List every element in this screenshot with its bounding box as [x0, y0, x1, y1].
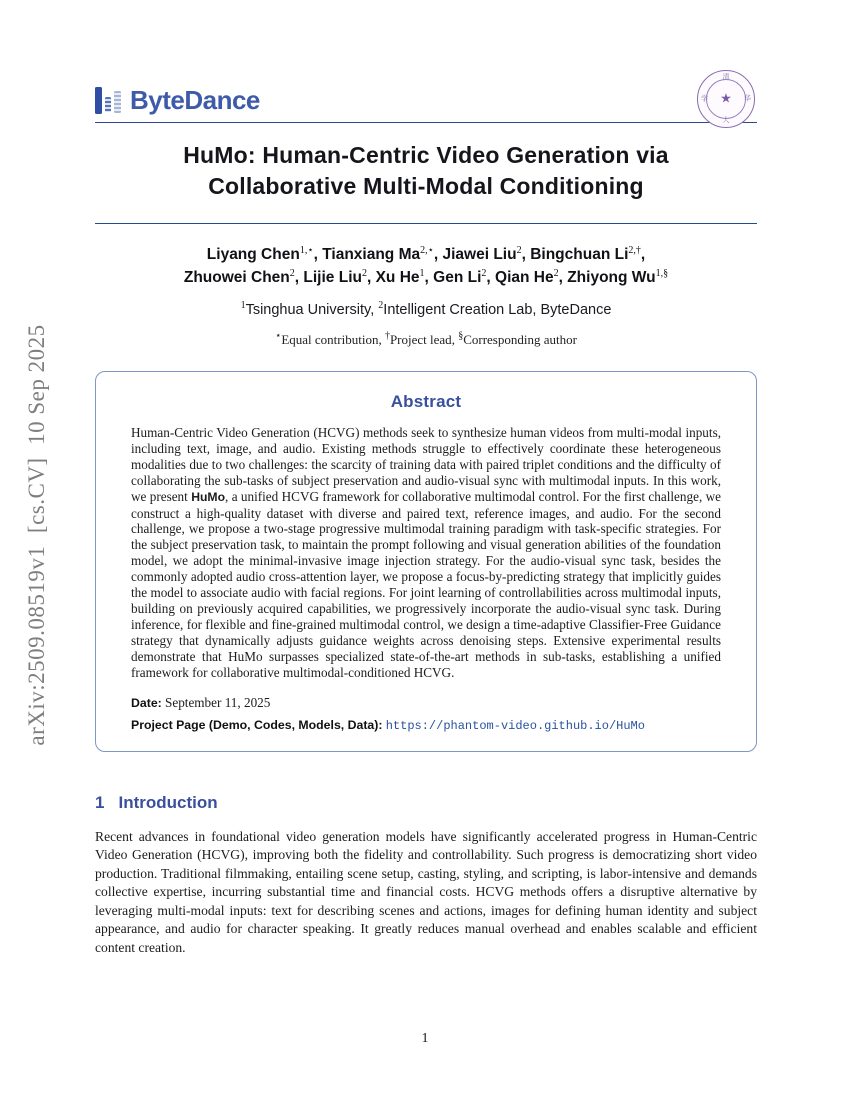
section-title: Introduction [118, 792, 218, 812]
bytedance-logo [95, 82, 260, 114]
paper-page [95, 73, 757, 958]
paper-title [95, 140, 757, 202]
date-line [131, 694, 721, 712]
seal-char-west: 学 [701, 94, 708, 103]
section-heading-introduction [95, 793, 757, 813]
contribution-notes: ⋆Equal contribution, †Project lead, §Corresponding author [275, 330, 577, 347]
abstract-box [95, 371, 757, 752]
seal-char-north: 清 [722, 73, 730, 81]
abstract-heading: Abstract [390, 392, 462, 411]
section-number: 1 [95, 792, 105, 812]
authors-line-2: Zhuowei Chen$^2$, Lijie Liu$^2$, Xu He$^1$, Gen Li$^2$, Qian He$^2$, Zhiyong $Wu^{1,\S}$ [183, 267, 669, 286]
page-number: 1 [421, 1030, 429, 1045]
tsinghua-seal-icon [697, 70, 755, 128]
date-value: September 11, 2025 [165, 694, 271, 710]
project-page-label: Project Page (Demo, Codes, Models, Data): [131, 717, 383, 732]
project-page-link[interactable]: https://phantom-video.github.io/HuMo [385, 718, 645, 733]
paper-title-line2: Collaborative Multi-Modal Conditioning [208, 173, 644, 199]
abstract-text: Human-Centric Video Generation (HCVG) methods seek to synthesize human videos from multi-modal inputs, including text, image, and audio. Existing methods struggle to effectively coordinate these heterogeneous modalities due to two challenges: the scarcity of training data with paired triplet conditions and the difficulty of collaborating the sub-tasks of subject preservation and audio-visual sync with multimodal inputs. In this work, we present HuMo, a unified HCVG framework for collaborative multimodal control. For the first challenge, we construct a high-quality dataset with diverse and paired text, reference images, and audio. For the second challenge, we propose a two-stage progressive multimodal training paradigm with task-specific strategies. For the subject preservation task, to maintain the prompt following and visual generation abilities of the foundation model, we adopt the minimal-invasive image injection strategy. For the audio-visual sync task, besides the commonly adopted audio cross-attention layer, we propose a focus-by-predicting strategy that implicitly guides the model to associate audio with facial regions. For joint learning of controllabilities across multimodal inputs, building on previously acquired capabilities, we progressively incorporate the audio-visual sync task. During inference, for flexible and fine-grained multimodal control, we design a time-adaptive Classifier-Free Guidance strategy that dynamically adjusts guidance weights across denoising steps. Extensive experimental results demonstrate that HuMo surpasses specialized state-of-the-art methods in sub-tasks, establishing a unified framework for collaborative multimodal-conditioned HCVG. [131, 425, 721, 680]
bytedance-bars-icon [95, 86, 121, 114]
seal-char-east: 华 [744, 94, 751, 103]
header-rule [95, 122, 757, 123]
seal-char-south: 大 [722, 116, 730, 124]
date-label: Date: [131, 695, 162, 710]
arxiv-stamp: arXiv:2509.08519v1 [cs.CV] 10 Sep 2025 [24, 324, 49, 746]
header [95, 73, 757, 124]
affiliations: $^1$Tsinghua University, $^2$Intelligent Creation Lab, ByteDance [240, 300, 612, 318]
seal-star-icon: ★ [720, 90, 732, 106]
project-page-line [131, 716, 721, 735]
paper-title-line1: HuMo: Human-Centric Video Generation via [183, 142, 669, 168]
authors-line-1: Liyang Chen$^{1,⋆}$, Tianxiang $Ma^{2,⋆}$, Jiawei Liu$^2$, Bingchuan $Li^{2,\dagger}$, [206, 244, 646, 263]
bytedance-wordmark: ByteDance [130, 85, 260, 115]
title-rule [95, 223, 757, 224]
introduction-paragraph: Recent advances in foundational video generation models have significantly accelerated progress in Human-Centric Video Generation (HCVG), improving both the fidelity and controllability. Such progress is democratizing short video production. Traditional filmmaking, entailing scene setup, casting, styling, and scripting, is labor-intensive and demands collective expertise, incurring substantial time and financial costs. HCVG methods offers a disruptive alternative by leveraging multi-modal inputs: text for describing scenes and actions, images for defining human identity and subject appearance, and audio for character speaking. It greatly reduces manual overhead and enables scalable and efficient content creation. [95, 828, 757, 956]
authors-block [95, 243, 757, 348]
